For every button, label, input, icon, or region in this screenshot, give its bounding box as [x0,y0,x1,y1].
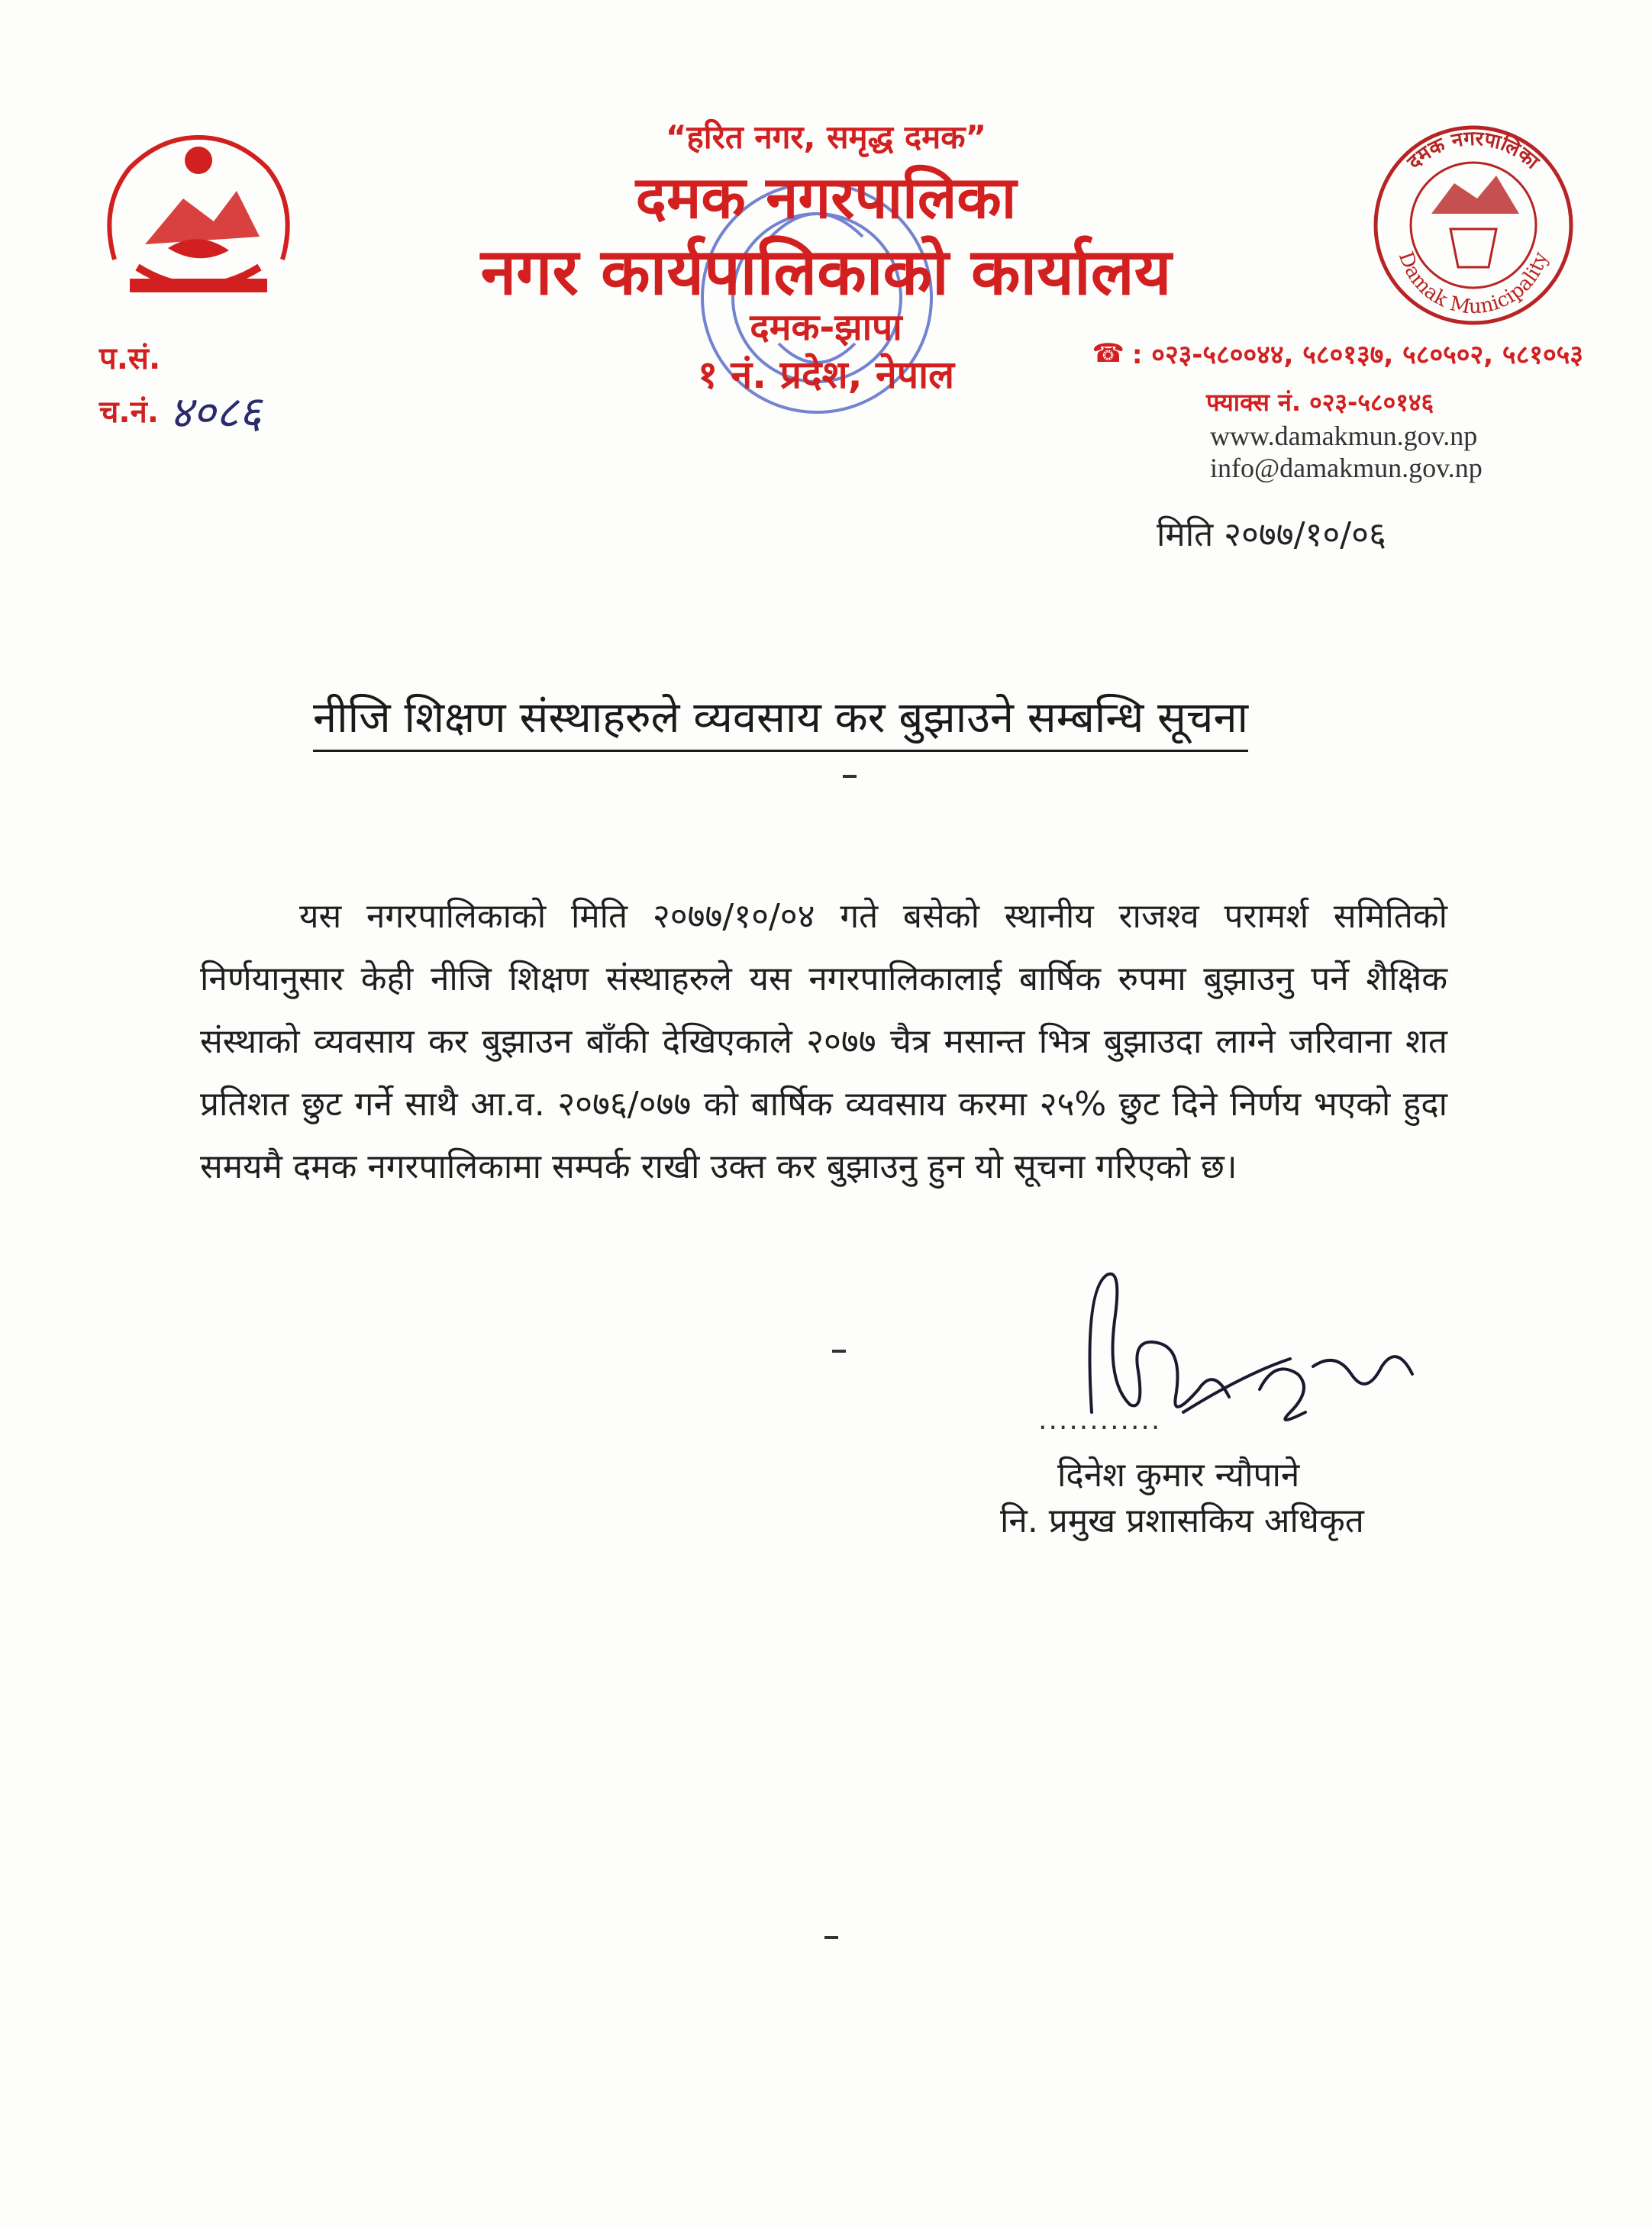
signer-title: नि. प्रमुख प्रशासकिय अधिकृत [1000,1502,1364,1540]
notice-body: यस नगरपालिकाको मिति २०७७/१०/०४ गते बसेको स्थानीय राजश्व परामर्श समितिको निर्णयानुसार केही नीजि शिक्षण संस्थाहरुले यस नगरपालिकालाई बार्षिक रुपमा बुझाउनु पर्ने शैक्षिक संस्थाको व्यवसाय कर बुझाउन बाँकी देखिएकाले २०७७ चैत्र मसान्त भित्र बुझाउदा लाग्ने जरिवाना शत प्रतिशत छुट गर्ने साथै आ.व. २०७६/०७७ को बार्षिक व्यवसाय करमा २५% छुट दिने निर्णय भएको हुदा समयमै दमक नगरपालिकामा सम्पर्क राखी उक्त कर बुझाउनु हुन यो सूचना गरिएको छ। [200,897,1447,1186]
divider-mark [832,1350,846,1353]
cn-value: ४०८६ [169,386,262,438]
logo-text-bottom: Damak Municipality [1393,249,1554,319]
phone-numbers: : ०२३-५८००४४, ५८०१३७, ५८०५०२, ५८१०५३ [1131,340,1583,370]
divider-mark [824,1936,838,1939]
office-place: दमक-झापा [750,306,902,349]
email-link[interactable]: info@damakmun.gov.np [1210,453,1483,483]
phone-icon: ☎ [1092,338,1124,369]
signer-name: दिनेश कुमार न्यौपाने [1057,1456,1300,1495]
signature-dots: ............ [1038,1405,1162,1436]
phone-line [1092,336,1583,371]
notice-subject: नीजि शिक्षण संस्थाहरुले व्यवसाय कर बुझाउने सम्बन्धि सूचना [313,687,1248,752]
cn-label: च.नं. [99,395,159,430]
fax-line: फ्याक्स नं. ०२३-५८०१४६ [1206,388,1434,417]
office-name: दमक नगरपालिका [635,163,1017,231]
logo-text-top: दमक नगरपालिका [1402,127,1544,174]
office-title: नगर कार्यपालिकाको कार्यालय [480,234,1172,309]
slogan: “हरित नगर, समृद्ध दमक” [665,118,987,156]
document-date: मिति २०७७/१०/०६ [1157,515,1386,554]
office-province: १ नं. प्रदेश, नेपाल [698,353,954,397]
divider-mark [843,775,857,778]
ps-label: प.सं. [99,341,161,376]
website-link[interactable]: www.damakmun.gov.np [1210,421,1478,451]
